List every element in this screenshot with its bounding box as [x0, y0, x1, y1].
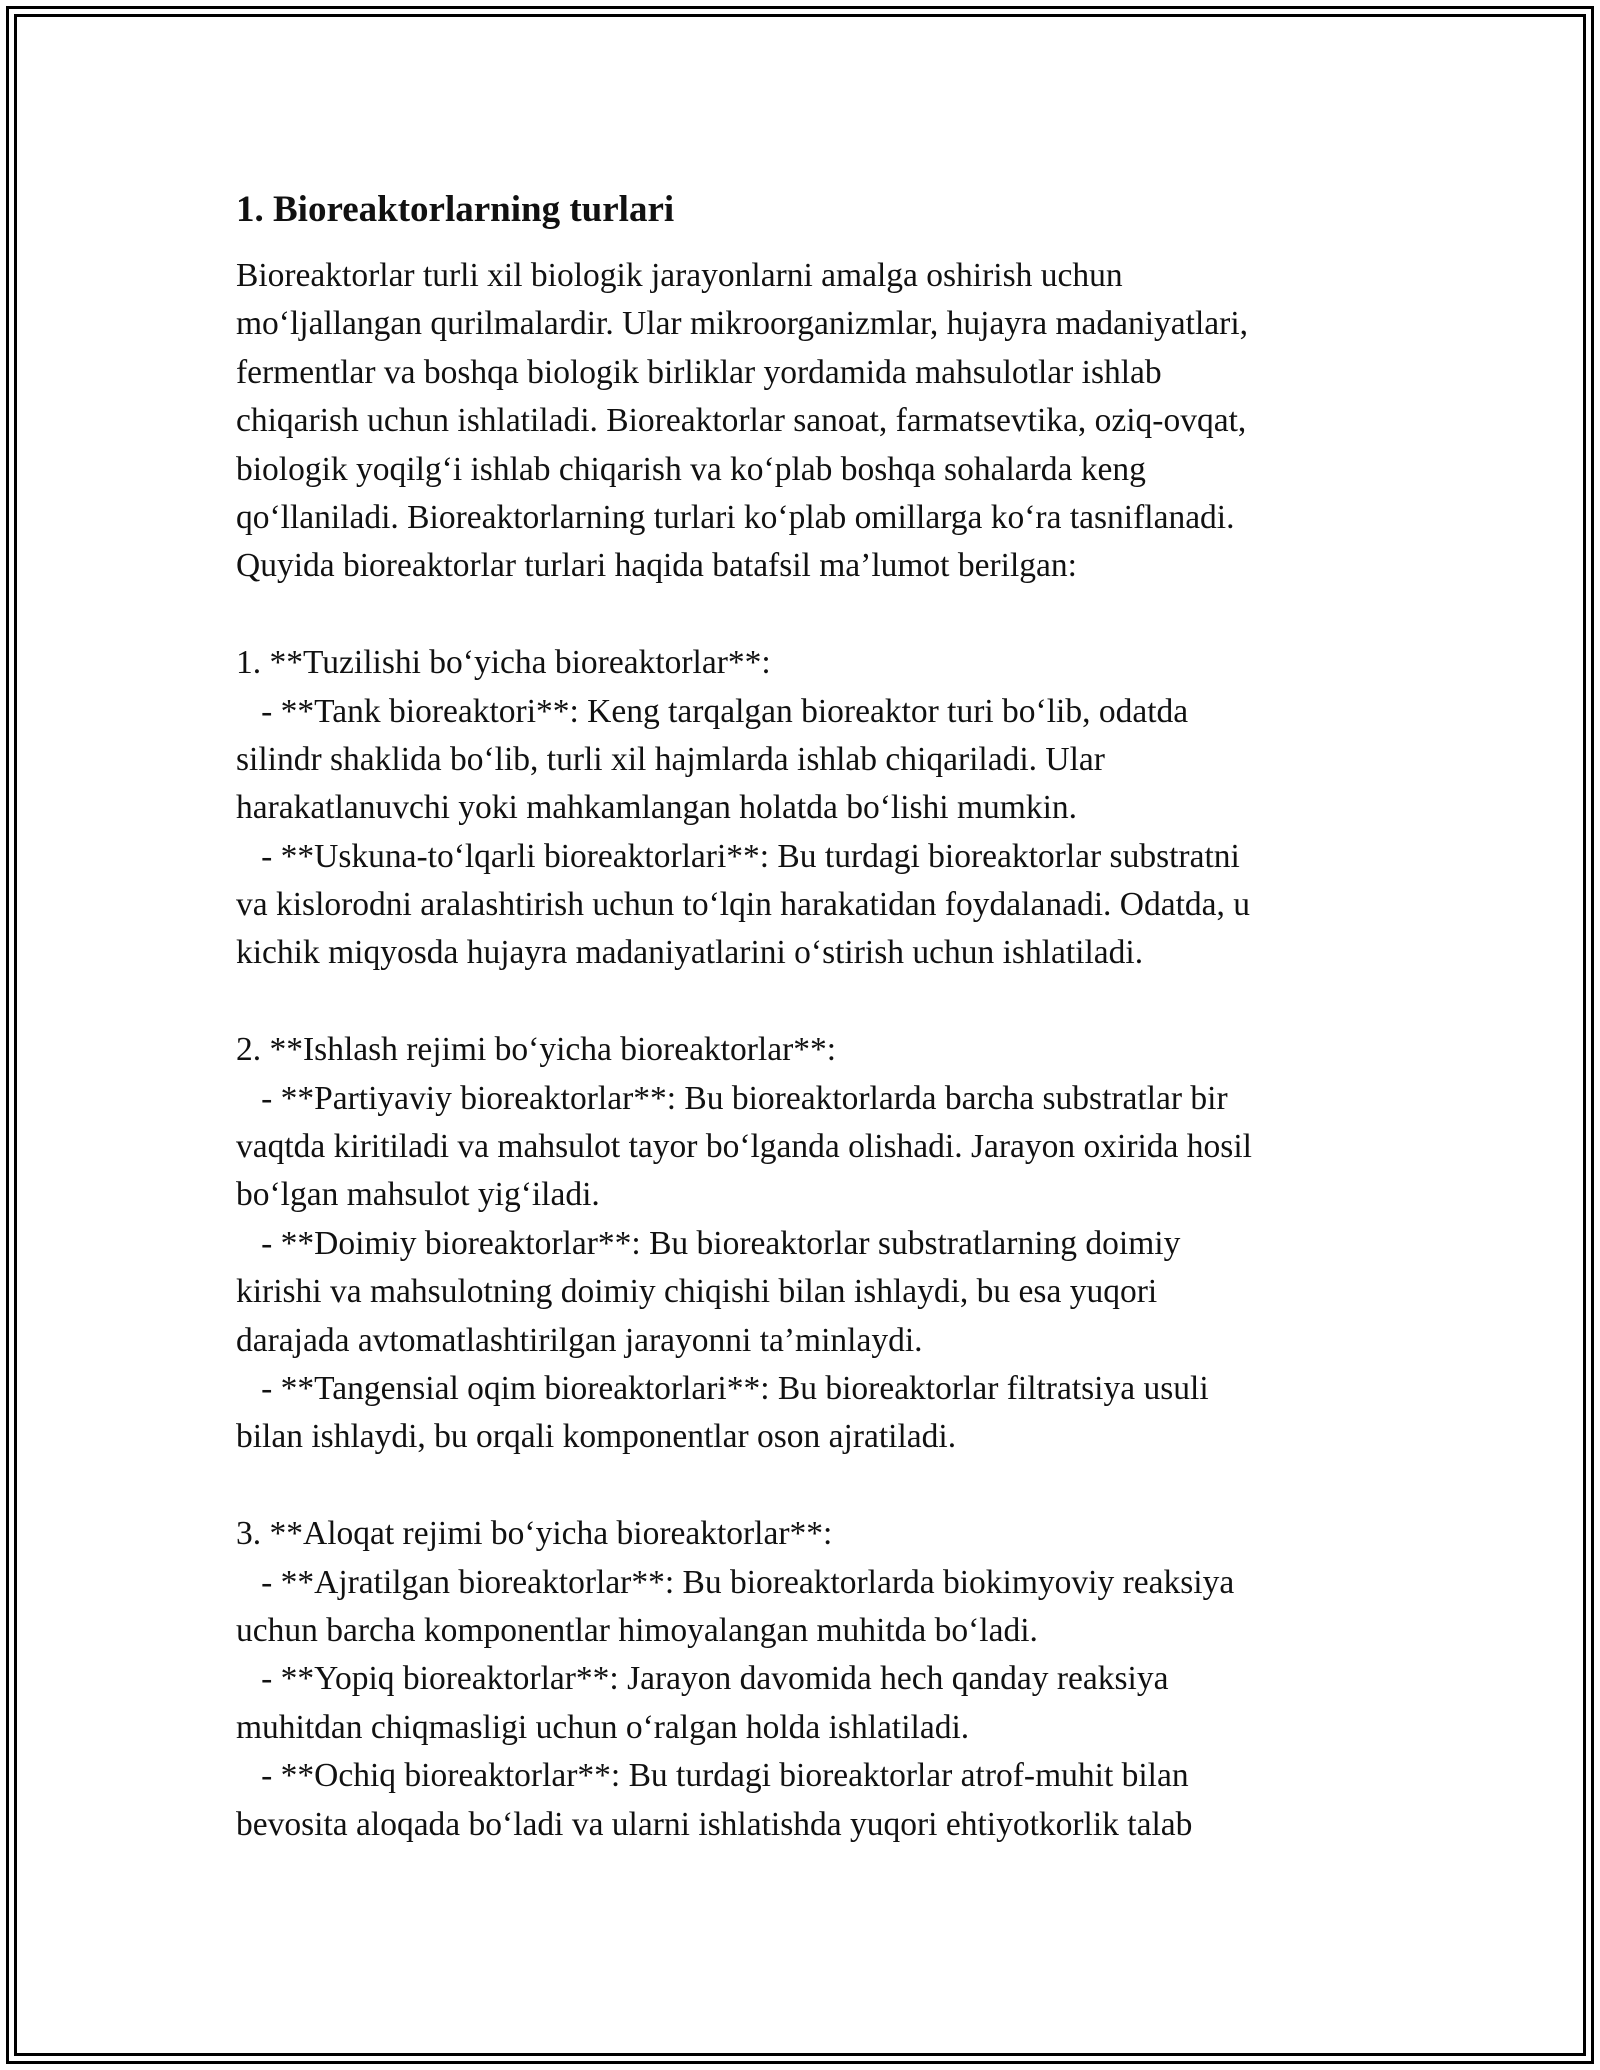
blank-line	[236, 591, 1366, 639]
text-line: - **Tangensial oqim bioreaktorlari**: Bu bioreaktorlar filtratsiya usuli	[236, 1369, 1209, 1407]
text-line: bo‘lgan mahsulot yig‘iladi.	[236, 1176, 600, 1214]
text-line: chiqarish uchun ishlatiladi. Bioreaktorlar sanoat, farmatsevtika, oziq-ovqat,	[236, 402, 1247, 440]
text-line: - **Partiyaviy bioreaktorlar**: Bu bioreaktorlarda barcha substratlar bir	[236, 1079, 1228, 1117]
text-line: - **Uskuna-to‘lqarli bioreaktorlari**: Bu turdagi bioreaktorlar substratni	[236, 837, 1240, 875]
text-line: Bioreaktorlar turli xil biologik jarayonlarni amalga oshirish uchun	[236, 257, 1123, 294]
text-line: kirishi va mahsulotning doimiy chiqishi bilan ishlaydi, bu esa yuqori	[236, 1273, 1158, 1311]
text-line: biologik yoqilg‘i ishlab chiqarish va ko‘plab boshqa sohalarda keng	[236, 450, 1146, 488]
text-line: bevosita aloqada bo‘ladi va ularni ishlatishda yuqori ehtiyotkorlik talab	[236, 1805, 1193, 1843]
text-line: uchun barcha komponentlar himoyalangan muhitda bo‘ladi.	[236, 1611, 1038, 1649]
text-line: mo‘ljallangan qurilmalardir. Ular mikroorganizmlar, hujayra madaniyatlari,	[236, 305, 1249, 343]
text-line: muhitdan chiqmasligi uchun o‘ralgan holda ishlatiladi.	[236, 1708, 970, 1746]
section-heading: 1. Bioreaktorlarning turlari	[236, 189, 675, 230]
text-line: fermentlar va boshqa biologik birliklar yordamida mahsulotlar ishlab	[236, 353, 1162, 391]
paragraph-block	[236, 252, 1366, 1849]
text-line: - **Ochiq bioreaktorlar**: Bu turdagi bioreaktorlar atrof-muhit bilan	[236, 1757, 1189, 1795]
text-line: 2. **Ishlash rejimi bo‘yicha bioreaktorlar**:	[236, 1031, 837, 1069]
text-line: kichik miqyosda hujayra madaniyatlarini o‘stirish uchun ishlatiladi.	[236, 934, 1144, 972]
text-line: 3. **Aloqat rejimi bo‘yicha bioreaktorlar**:	[236, 1515, 833, 1553]
text-line: darajada avtomatlashtirilgan jarayonni ta’minlaydi.	[236, 1321, 923, 1359]
text-line: 1. **Tuzilishi bo‘yicha bioreaktorlar**:	[236, 644, 771, 682]
document-body	[236, 188, 1366, 1849]
blank-line	[236, 978, 1366, 1026]
text-line: bilan ishlaydi, bu orqali komponentlar oson ajratiladi.	[236, 1418, 957, 1456]
text-line: Quyida bioreaktorlar turlari haqida batafsil ma’lumot berilgan:	[236, 547, 1077, 585]
text-line: - **Doimiy bioreaktorlar**: Bu bioreaktorlar substratlarning doimiy	[236, 1224, 1181, 1262]
text-line: qo‘llaniladi. Bioreaktorlarning turlari ko‘plab omillarga ko‘ra tasniflanadi.	[236, 498, 1235, 536]
text-line: vaqtda kiritiladi va mahsulot tayor bo‘lganda olishadi. Jarayon oxirida hosil	[236, 1128, 1252, 1166]
text-line: harakatlanuvchi yoki mahkamlangan holatda bo‘lishi mumkin.	[236, 789, 1078, 827]
text-line: silindr shaklida bo‘lib, turli xil hajmlarda ishlab chiqariladi. Ular	[236, 740, 1105, 778]
blank-line	[236, 1462, 1366, 1510]
text-line: - **Yopiq bioreaktorlar**: Jarayon davomida hech qanday reaksiya	[236, 1660, 1169, 1698]
text-line: va kislorodni aralashtirish uchun to‘lqin harakatidan foydalanadi. Odatda, u	[236, 886, 1251, 924]
text-line: - **Ajratilgan bioreaktorlar**: Bu bioreaktorlarda biokimyoviy reaksiya	[236, 1563, 1235, 1601]
text-line: - **Tank bioreaktori**: Keng tarqalgan bioreaktor turi bo‘lib, odatda	[236, 692, 1189, 730]
